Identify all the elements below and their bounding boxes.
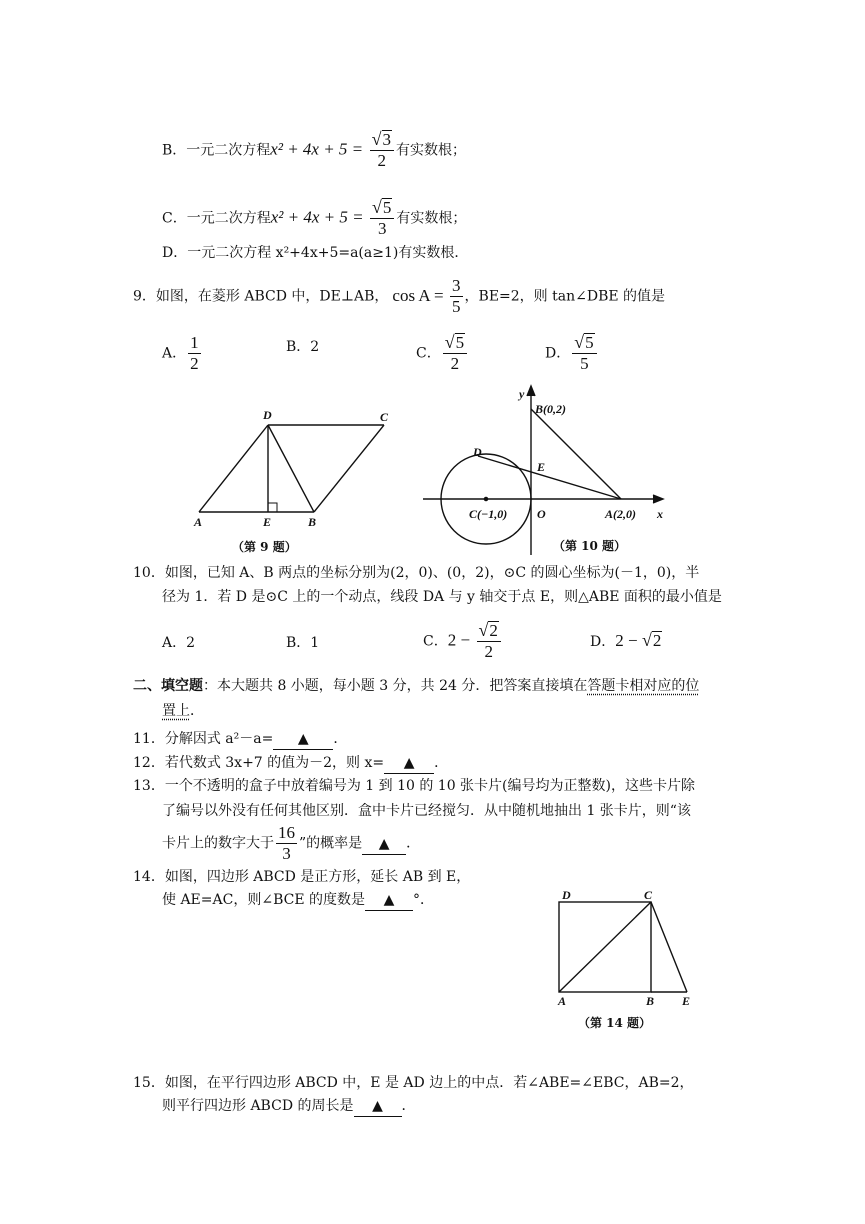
- label-e: E: [263, 515, 272, 529]
- svg-text:C(−1,0): C(−1,0): [469, 507, 508, 521]
- answer-blank: ▲: [354, 1096, 402, 1117]
- figure-caption: （第 10 题）: [553, 539, 627, 553]
- q10-line1: 10．如图，已知 A、B 两点的坐标分别为(2，0)、(0，2)，⊙C 的圆心坐标为(－1，0)，半: [133, 565, 700, 581]
- q15-line1: 15．如图，在平行四边形 ABCD 中，E 是 AD 边上的中点．若∠ABE=∠EBC，AB=2，: [133, 1075, 694, 1091]
- figure-10-coordinate: [415, 380, 675, 560]
- answer-blank: ▲: [384, 753, 434, 774]
- svg-text:A: A: [558, 994, 567, 1008]
- figure-14-square: [550, 885, 700, 1035]
- q10-option-d: D．2 − √ 2: [590, 630, 662, 650]
- svg-text:D: D: [562, 888, 571, 902]
- svg-text:A(2,0): A(2,0): [605, 507, 636, 521]
- section-heading: 二、填空题: [133, 678, 203, 694]
- svg-text:C: C: [644, 888, 653, 902]
- q14-line2: 使 AE=AC，则∠BCE 的度数是 ▲ °．: [162, 890, 434, 911]
- section-2-intro: 二、填空题：本大题共 8 小题，每小题 3 分，共 24 分．把答案直接填在答题卡相对应的位: [133, 678, 700, 694]
- answer-blank: ▲: [365, 890, 413, 911]
- q8-option-b: B．一元二次方程x² + 4x + 5 = √ 3 2 有实数根；: [162, 129, 466, 170]
- svg-text:E: E: [682, 994, 691, 1008]
- svg-text:B: B: [646, 994, 655, 1008]
- q9-option-c: C． √ 5 2: [416, 333, 469, 374]
- svg-text:D: D: [473, 445, 482, 459]
- q10-line2: 径为 1．若 D 是⊙C 上的一个动点，线段 DA 与 y 轴交于点 E，则△ABE 面积的最小值是: [162, 589, 722, 605]
- q11: 11．分解因式 a²－a= ▲ ．: [133, 729, 347, 750]
- q9-option-a: A． $\frac{1}{2}$: [162, 333, 199, 373]
- q13-line1: 13．一个不透明的盒子中放着编号为 1 到 10 的 10 张卡片(编号均为正整数)，这些卡片除: [133, 778, 695, 794]
- q9-option-b: B．2: [286, 339, 320, 355]
- label-a: A: [194, 515, 203, 529]
- svg-text:O: O: [537, 507, 546, 521]
- q10-option-b: B．1: [286, 635, 320, 651]
- svg-text:B(0,2): B(0,2): [535, 402, 566, 416]
- q15-line2: 则平行四边形 ABCD 的周长是 ▲ ．: [162, 1096, 416, 1117]
- label-c: C: [380, 410, 389, 424]
- q12: 12．若代数式 3x+7 的值为－2，则 x= ▲ ．: [133, 753, 448, 774]
- q13-line3: 卡片上的数字大于 $\frac{16}{3}$ ”的概率是 ▲ ．: [162, 823, 421, 863]
- fraction: √ 3 2: [370, 130, 394, 171]
- fraction: √ 5 3: [370, 198, 394, 239]
- q10-option-a: A．2: [162, 635, 196, 651]
- q14-line1: 14．如图，四边形 ABCD 是正方形，延长 AB 到 E，: [133, 869, 471, 885]
- figure-caption: （第 14 题）: [578, 1016, 652, 1030]
- answer-blank: ▲: [362, 834, 406, 855]
- q9-option-d: D． √ 5 5: [545, 333, 599, 374]
- fraction: $\frac{3}{5}$: [452, 276, 461, 316]
- q13-line2: 了编号以外没有任何其他区别．盒中卡片已经搅匀．从中随机地抽出 1 张卡片，则“该: [162, 803, 691, 819]
- svg-text:E: E: [537, 460, 546, 474]
- q9-stem: 9．如图，在菱形 ABCD 中，DE⊥AB， cos A = $\frac{3}{5}$ ，BE=2，则 tan∠DBE 的值是: [133, 276, 666, 316]
- q8-option-d: D．一元二次方程 x²+4x+5=a(a≥1)有实数根．: [162, 245, 469, 261]
- answer-blank: ▲: [273, 729, 333, 750]
- figure-caption: （第 9 题）: [232, 540, 297, 554]
- q10-option-c: C．2 − √ 2 2: [423, 621, 503, 662]
- figure-9-rhombus: [180, 395, 410, 560]
- q8-option-c: C．一元二次方程x² + 4x + 5 = √ 5 3 有实数根；: [162, 197, 467, 238]
- label-d: D: [263, 408, 272, 422]
- svg-text:y: y: [519, 387, 525, 401]
- label-b: B: [308, 515, 317, 529]
- svg-text:x: x: [657, 507, 663, 521]
- section-2-intro-line2: 置上．: [162, 703, 204, 719]
